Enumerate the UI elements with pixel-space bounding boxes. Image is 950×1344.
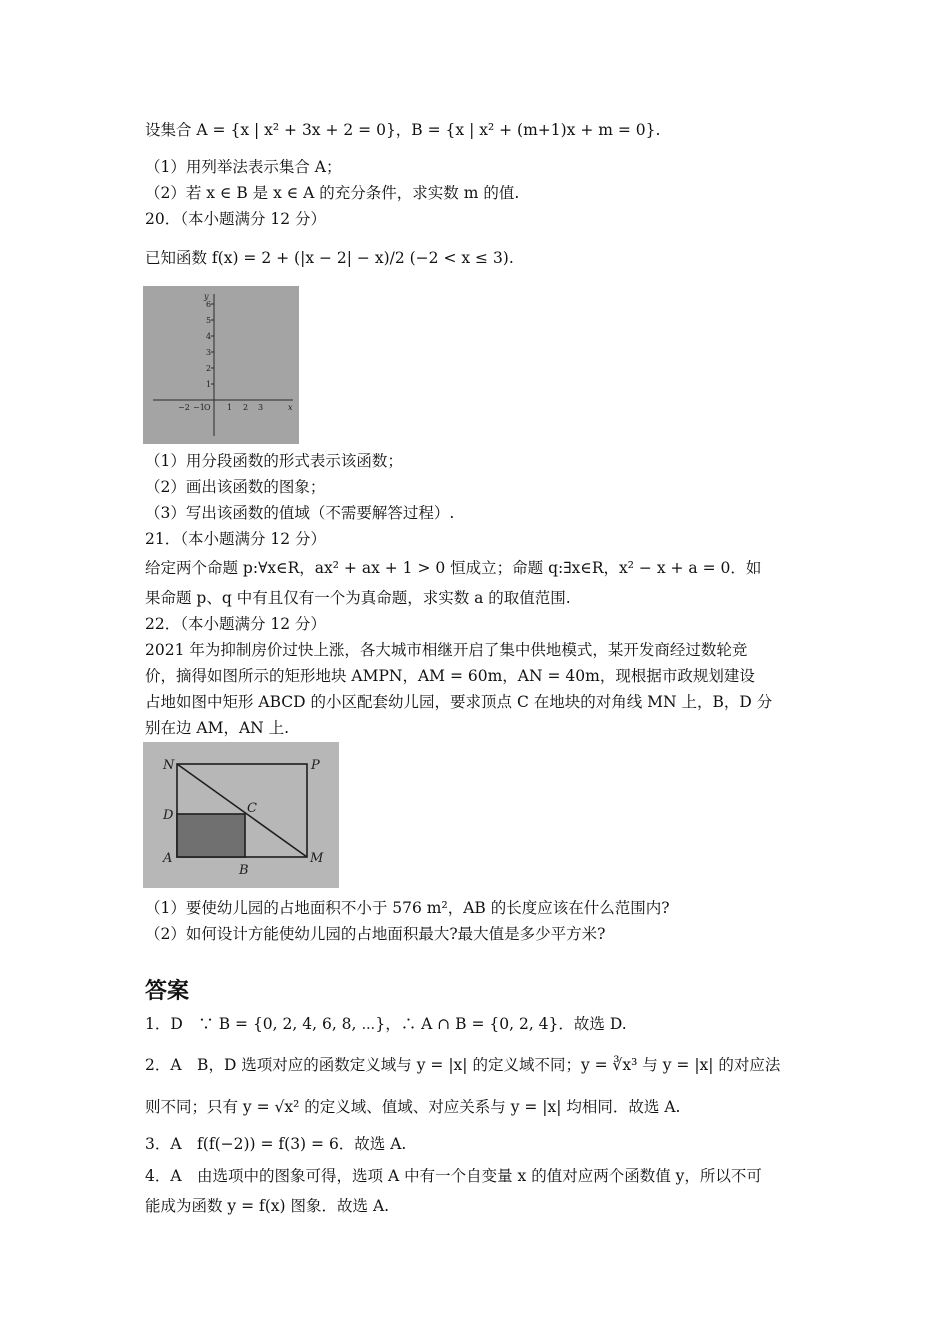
x-tick-label: −1 bbox=[193, 403, 205, 412]
label-A: A bbox=[163, 851, 173, 866]
q22-land-figure bbox=[143, 742, 339, 888]
coordinate-grid bbox=[143, 286, 299, 444]
label-M: M bbox=[310, 851, 324, 866]
q22-header: 22．（本小题满分 12 分） bbox=[145, 615, 327, 633]
label-C: C bbox=[247, 801, 257, 816]
q20-function: 已知函数 f(x) = 2 + (|x − 2| − x)/2 (−2 < x ≤ 3). bbox=[145, 249, 514, 267]
y-tick-label: 2 bbox=[206, 364, 212, 373]
x-tick-label: 2 bbox=[243, 403, 249, 412]
rectangle-diagram bbox=[143, 742, 339, 888]
x-tick-label: −2 bbox=[178, 403, 190, 412]
answers-heading: 答案 bbox=[145, 979, 190, 1004]
y-tick-label: 5 bbox=[206, 316, 212, 325]
answer-3: 3．A f(f(−2)) = f(3) = 6．故选 A. bbox=[145, 1135, 407, 1153]
x-tick-label: 3 bbox=[258, 403, 264, 412]
q22-part1: （1）要使幼儿园的占地面积不小于 576 m²，AB 的长度应该在什么范围内? bbox=[145, 899, 670, 917]
answer-1: 1．D ∵ B = {0, 2, 4, 6, 8, ⋯}，∴ A ∩ B = {0, 2, 4}．故选 D. bbox=[145, 1015, 627, 1033]
q21-text-line1: 给定两个命题 p:∀x∈R，ax² + ax + 1 > 0 恒成立；命题 q:∃x∈R，x² − x + a = 0．如 bbox=[145, 559, 762, 577]
q22-text-line4: 别在边 AM，AN 上. bbox=[145, 719, 290, 737]
y-tick-label: 4 bbox=[206, 332, 212, 341]
label-N: N bbox=[163, 758, 175, 773]
q20-part2: （2）画出该函数的图象； bbox=[145, 478, 326, 496]
y-tick-label: 3 bbox=[206, 348, 212, 357]
label-B: B bbox=[239, 863, 249, 878]
q21-header: 21．（本小题满分 12 分） bbox=[145, 530, 327, 548]
y-tick-label: 6 bbox=[206, 300, 212, 309]
q22-part2: （2）如何设计方能使幼儿园的占地面积最大?最大值是多少平方米? bbox=[145, 925, 606, 943]
q20-graph-figure bbox=[143, 286, 299, 444]
answer-2-line2: 则不同；只有 y = √x² 的定义域、值域、对应关系与 y = |x| 均相同．故选 A. bbox=[145, 1098, 681, 1116]
answer-2-line1: 2．A B，D 选项对应的函数定义域与 y = |x| 的定义域不同；y = ∛x³ 与 y = |x| 的对应法 bbox=[145, 1056, 781, 1074]
label-D: D bbox=[163, 808, 174, 823]
label-P: P bbox=[311, 758, 320, 773]
kindergarten-rectangle-ABCD bbox=[177, 814, 245, 857]
y-tick-label: 1 bbox=[206, 380, 212, 389]
x-tick-label: 1 bbox=[227, 403, 233, 412]
q20-part1: （1）用分段函数的形式表示该函数； bbox=[145, 452, 403, 470]
y-axis-label: y bbox=[204, 292, 209, 301]
q19-part2: （2）若 x ∈ B 是 x ∈ A 的充分条件，求实数 m 的值. bbox=[145, 184, 520, 202]
q19-set-definition: 设集合 A = {x | x² + 3x + 2 = 0}，B = {x | x² + (m+1)x + m = 0}. bbox=[145, 121, 661, 139]
q22-text-line3: 占地如图中矩形 ABCD 的小区配套幼儿园，要求顶点 C 在地块的对角线 MN 上，B，D 分 bbox=[145, 693, 773, 711]
q20-header: 20．（本小题满分 12 分） bbox=[145, 210, 327, 228]
q21-text-line2: 果命题 p、q 中有且仅有一个为真命题，求实数 a 的取值范围. bbox=[145, 589, 571, 607]
x-axis-label: x bbox=[288, 403, 293, 412]
q20-part3: （3）写出该函数的值域（不需要解答过程）. bbox=[145, 504, 455, 522]
answer-4-line2: 能成为函数 y = f(x) 图象．故选 A. bbox=[145, 1197, 390, 1215]
q22-text-line2: 价，摘得如图所示的矩形地块 AMPN，AM = 60m，AN = 40m，现根据市政规划建设 bbox=[145, 667, 755, 685]
q19-part1: （1）用列举法表示集合 A； bbox=[145, 158, 342, 176]
answer-4-line1: 4．A 由选项中的图象可得，选项 A 中有一个自变量 x 的值对应两个函数值 y，所以不可 bbox=[145, 1167, 762, 1185]
q22-text-line1: 2021 年为抑制房价过快上涨，各大城市相继开启了集中供地模式，某开发商经过数轮竞 bbox=[145, 641, 748, 659]
origin-label: O bbox=[204, 403, 211, 412]
